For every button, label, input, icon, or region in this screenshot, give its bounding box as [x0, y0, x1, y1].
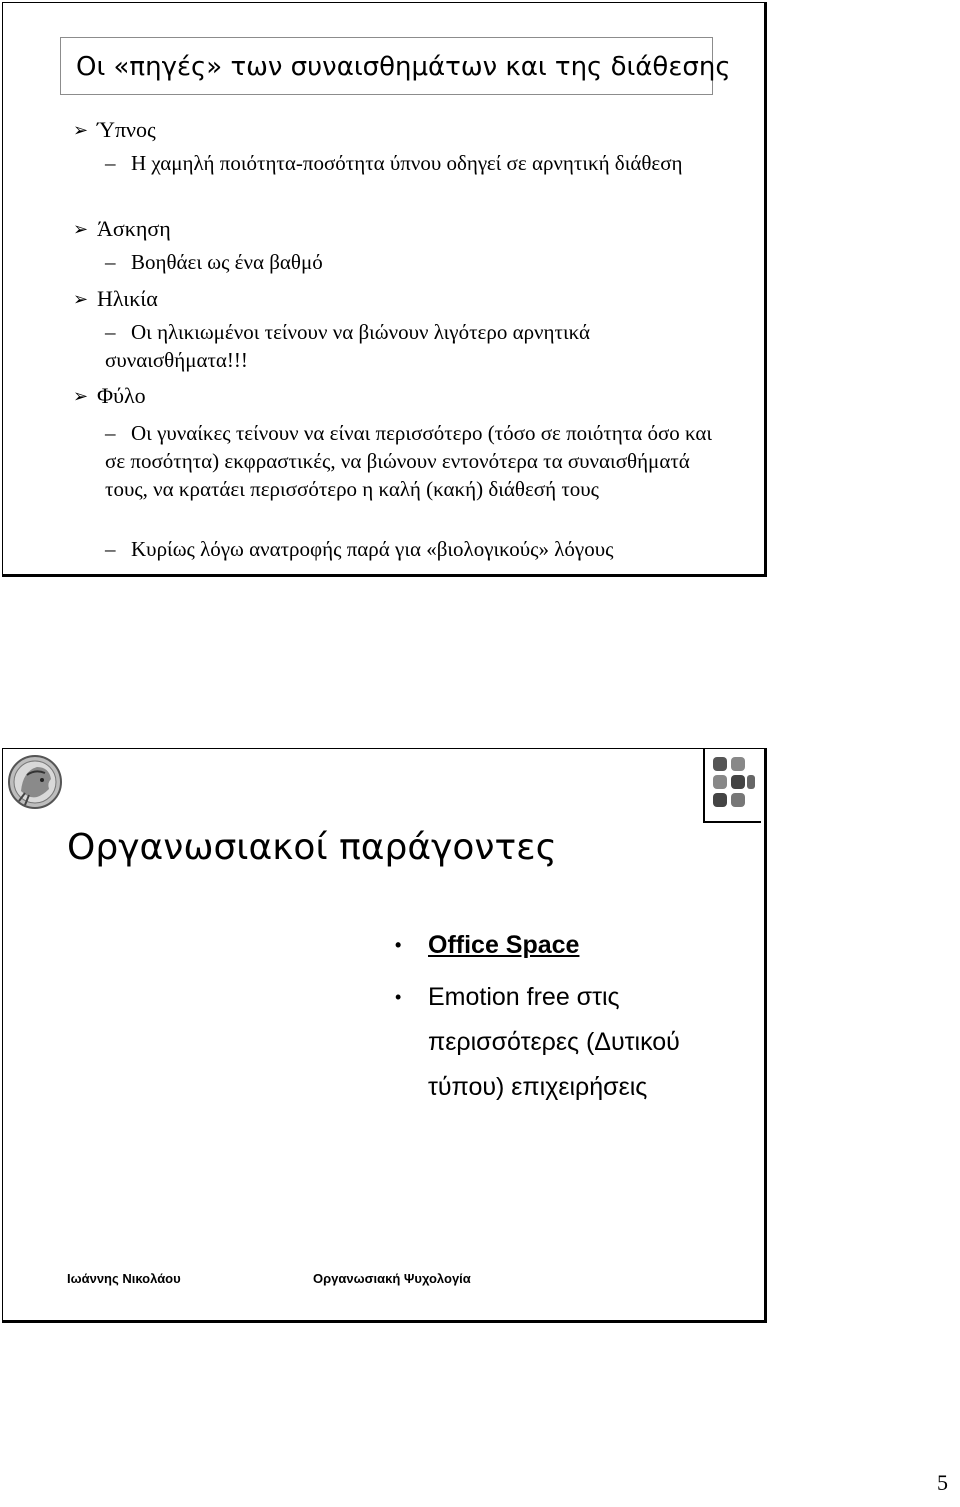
footer-author: Ιωάννης Νικολάου	[67, 1271, 181, 1286]
sub-bullet-text: Οι γυναίκες τείνουν να είναι περισσότερο (τόσο σε ποιότητα όσο και σε ποσότητα) εκφραστικές, να βιώνουν εντονότερα τα συναισθήματά τους, να κρατάει περισσότερο η καλή (κακή) διάθεσή τους	[105, 421, 713, 501]
university-logo-icon	[707, 751, 759, 819]
arrow-bullet-icon: ➢	[73, 289, 89, 309]
bullet-item	[73, 216, 171, 242]
university-logo-box	[703, 749, 761, 823]
dash-icon: –	[105, 320, 116, 344]
sub-bullet	[105, 535, 715, 563]
bullet-item	[73, 117, 156, 143]
bullet-dot-icon: •	[395, 987, 402, 1007]
bullet-label: Ηλικία	[97, 286, 158, 311]
hermes-coin-icon	[7, 753, 63, 811]
footer-course: Οργανωσιακή Ψυχολογία	[313, 1271, 471, 1286]
dash-icon: –	[105, 421, 116, 445]
arrow-bullet-icon: ➢	[73, 219, 89, 239]
dash-icon: –	[105, 250, 116, 274]
bullet-item	[73, 383, 146, 409]
sub-bullet	[105, 419, 715, 503]
bullet-label: Άσκηση	[97, 216, 171, 241]
sub-bullet	[105, 149, 715, 177]
sub-bullet-text: Βοηθάει ως ένα βαθμό	[131, 250, 323, 274]
bullet-dot-icon: •	[395, 935, 402, 955]
sub-bullet-text: Η χαμηλή ποιότητα-ποσότητα ύπνου οδηγεί σε αρνητική διάθεση	[131, 151, 683, 175]
sub-bullet	[105, 318, 715, 374]
sub-bullet-text: Κυρίως λόγω ανατροφής παρά για «βιολογικούς» λόγους	[131, 537, 614, 561]
bullet-text: Emotion free στις περισσότερες (Δυτικού τύπου) επιχειρήσεις	[428, 983, 680, 1101]
sub-bullet	[105, 248, 715, 276]
page-number: 5	[937, 1470, 948, 1495]
bullet-text: Office Space	[428, 931, 580, 959]
slide-1-title: Οι «πηγές» των συναισθημάτων και της διάθεσης	[60, 37, 713, 95]
bullet-item	[73, 286, 158, 312]
bullet-label: Φύλο	[97, 383, 146, 408]
bullet-item	[395, 975, 735, 1110]
dash-icon: –	[105, 537, 116, 561]
slide-2	[2, 748, 767, 1323]
bullet-label: Ύπνος	[97, 117, 156, 142]
bullet-item	[395, 923, 735, 968]
arrow-bullet-icon: ➢	[73, 386, 89, 406]
dash-icon: –	[105, 151, 116, 175]
slide-2-title: Οργανωσιακοί παράγοντες	[67, 827, 557, 868]
slide-1	[2, 2, 767, 577]
sub-bullet-text: Οι ηλικιωμένοι τείνουν να βιώνουν λιγότερο αρνητικά συναισθήματα!!!	[105, 320, 591, 372]
arrow-bullet-icon: ➢	[73, 120, 89, 140]
slide-2-bullets	[395, 923, 735, 1110]
